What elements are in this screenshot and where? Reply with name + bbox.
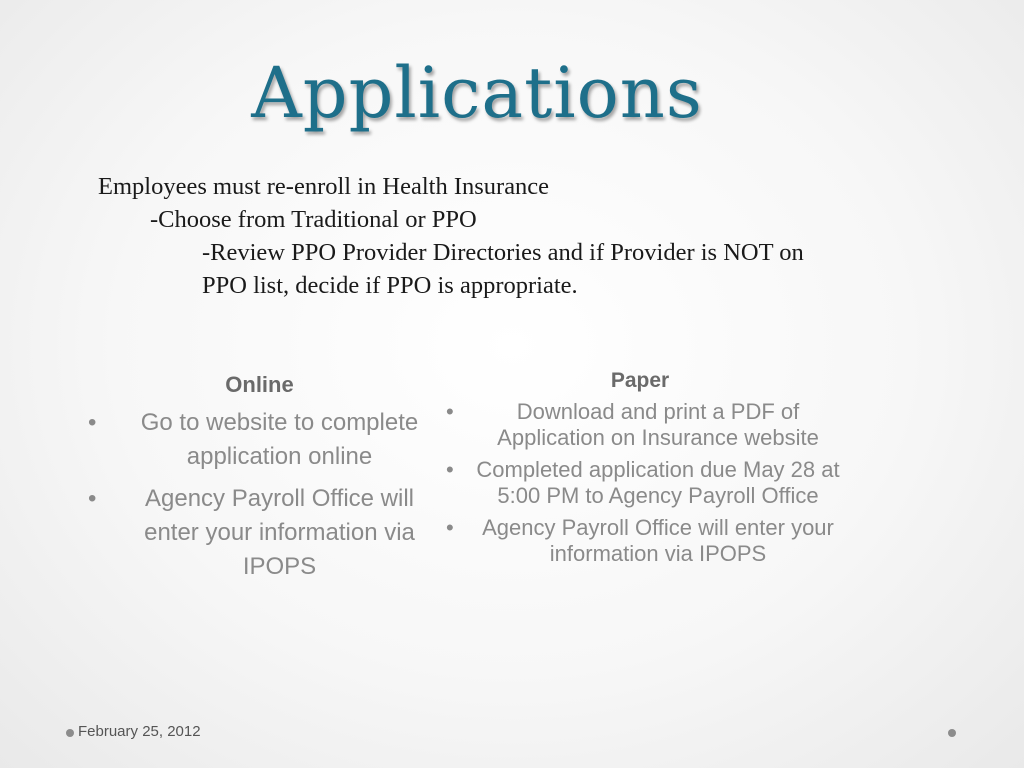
intro-line-1: Employees must re-enroll in Health Insurance — [98, 173, 550, 200]
list-item-text: Completed application due May 28 at 5:00 PM to Agency Payroll Office — [476, 457, 840, 508]
bullet-dot: • — [88, 409, 97, 436]
bullet-dot: • — [88, 485, 97, 512]
list-item-text: Go to website to complete application online — [140, 409, 419, 470]
paper-heading: Paper — [610, 369, 670, 392]
online-column — [82, 372, 437, 592]
footer-right-dot-icon — [948, 729, 956, 737]
bullet-dot: • — [446, 457, 454, 482]
list-item-text: Download and print a PDF of Application on Insurance website — [497, 399, 819, 450]
list-item — [82, 482, 437, 584]
bullet-dot: • — [446, 399, 454, 424]
footer-date: February 25, 2012 — [78, 723, 201, 740]
list-item — [440, 457, 840, 509]
bullet-dot: • — [446, 515, 454, 540]
paper-list — [440, 399, 840, 567]
slide-title — [0, 52, 1024, 142]
list-item-text: Agency Payroll Office will enter your information via IPOPS — [144, 485, 415, 580]
online-heading: Online — [225, 372, 294, 397]
list-item — [440, 515, 840, 567]
paper-column — [440, 369, 840, 573]
slide-title-text: Applications — [251, 52, 703, 134]
online-list — [82, 406, 437, 584]
footer-left-dot-icon — [66, 729, 74, 737]
intro-line-2: -Choose from Traditional or PPO — [150, 206, 477, 233]
list-item — [82, 406, 437, 474]
intro-text — [98, 170, 858, 302]
list-item-text: Agency Payroll Office will enter your information via IPOPS — [482, 515, 834, 566]
list-item — [440, 399, 840, 451]
intro-line-3: -Review PPO Provider Directories and if Provider is NOT on PPO list, decide if PPO is appropriate. — [202, 239, 804, 299]
